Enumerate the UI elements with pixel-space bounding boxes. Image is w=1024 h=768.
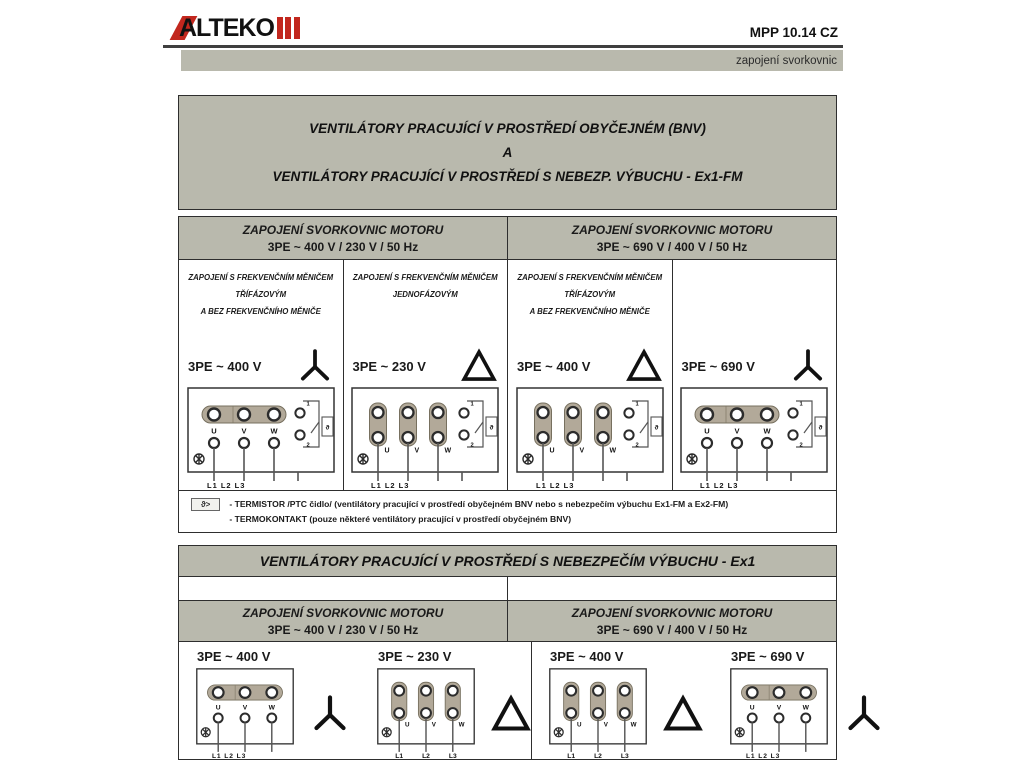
wiring-diagram bbox=[729, 647, 884, 760]
voltage-row bbox=[179, 346, 343, 386]
header-title: ZAPOJENÍ SVORKOVNIC MOTORU bbox=[571, 605, 773, 620]
svg-text:1: 1 bbox=[635, 401, 639, 408]
connection-symbol bbox=[310, 694, 350, 734]
svg-text:W: W bbox=[268, 704, 275, 712]
delta-symbol bbox=[491, 694, 531, 734]
delta-symbol bbox=[461, 348, 497, 384]
svg-text:U: U bbox=[384, 447, 390, 455]
converter-subheader bbox=[673, 260, 837, 346]
header-rule bbox=[163, 45, 843, 48]
svg-text:V: V bbox=[241, 426, 247, 436]
wiring-diagram bbox=[195, 647, 350, 760]
header-voltage: 3PE ~ 690 V / 400 V / 50 Hz bbox=[596, 622, 748, 637]
terminal-box-delta bbox=[350, 386, 500, 490]
terminal-diagram bbox=[673, 386, 837, 490]
voltage-label: 3PE ~ 690 V bbox=[731, 649, 805, 664]
ex1-header-left bbox=[179, 601, 508, 641]
svg-text:U: U bbox=[577, 721, 582, 729]
connection-symbol bbox=[461, 348, 497, 384]
svg-text:V: V bbox=[603, 721, 608, 729]
header-title: ZAPOJENÍ SVORKOVNIC MOTORU bbox=[242, 222, 444, 237]
star-symbol bbox=[297, 348, 333, 384]
voltage-row bbox=[344, 346, 508, 386]
svg-text:2: 2 bbox=[799, 442, 803, 449]
ex1-left-cell bbox=[179, 642, 532, 760]
wiring-column-4 bbox=[673, 260, 837, 490]
terminal-diagram bbox=[376, 667, 476, 760]
terminal-box-star bbox=[186, 386, 336, 490]
svg-text:U: U bbox=[405, 721, 410, 729]
svg-text:ϑ: ϑ bbox=[489, 424, 494, 432]
svg-text:W: W bbox=[458, 721, 465, 729]
svg-text:L1 L2 L3: L1 L2 L3 bbox=[535, 481, 575, 490]
note-line-1: - TERMISTOR /PTC čidlo/ (ventilátory pracující v prostředí obyčejném BNV nebo s nebezpečím výbuchu Ex1-FM a Ex2-FM) bbox=[229, 499, 729, 509]
document-code: MPP 10.14 CZ bbox=[749, 25, 838, 40]
connection-symbol bbox=[663, 694, 703, 734]
star-symbol bbox=[844, 694, 884, 734]
connection-symbol bbox=[790, 348, 826, 384]
voltage-label: 3PE ~ 230 V bbox=[378, 649, 452, 664]
header-voltage: 3PE ~ 690 V / 400 V / 50 Hz bbox=[596, 239, 748, 254]
bnv-wiring-table bbox=[178, 216, 837, 533]
svg-text:L3: L3 bbox=[448, 753, 457, 760]
converter-subheader: ZAPOJENÍ S FREKVENČNÍM MĚNIČEM TŘÍFÁZOVÝM A BEZ FREKVENČNÍHO MĚNIČE bbox=[517, 273, 663, 316]
voltage-label: 3PE ~ 400 V bbox=[550, 649, 624, 664]
spacer-row bbox=[178, 577, 837, 601]
svg-text:V: V bbox=[734, 426, 740, 436]
svg-text:ϑ: ϑ bbox=[654, 424, 659, 432]
svg-text:L1: L1 bbox=[395, 753, 404, 760]
voltage-label: 3PE ~ 400 V bbox=[197, 649, 271, 664]
svg-text:W: W bbox=[609, 447, 616, 455]
spacer-cell bbox=[178, 577, 508, 601]
note-text bbox=[229, 497, 728, 528]
bnv-table-header-row bbox=[179, 217, 836, 260]
svg-text:U: U bbox=[549, 447, 555, 455]
svg-text:L2: L2 bbox=[594, 753, 602, 760]
voltage-label: 3PE ~ 690 V bbox=[681, 358, 755, 374]
svg-text:1: 1 bbox=[470, 401, 474, 408]
delta-symbol bbox=[626, 348, 662, 384]
svg-text:V: V bbox=[776, 704, 782, 712]
svg-text:L1 L2 L3: L1 L2 L3 bbox=[371, 481, 410, 490]
logo-bars-icon bbox=[277, 17, 300, 39]
spacer-cell bbox=[508, 577, 837, 601]
star-symbol bbox=[790, 348, 826, 384]
svg-text:W: W bbox=[630, 721, 637, 729]
converter-subheader: ZAPOJENÍ S FREKVENČNÍM MĚNIČEM TŘÍFÁZOVÝM A BEZ FREKVENČNÍHO MĚNIČE bbox=[188, 273, 334, 316]
wiring-diagram bbox=[376, 647, 531, 760]
page-subtitle-bar bbox=[181, 50, 843, 71]
note-line-2: - TERMOKONTAKT (pouze některé ventilátory pracující v prostředí obyčejném BNV) bbox=[229, 514, 572, 525]
ex1-wiring-table bbox=[178, 600, 837, 760]
converter-subheader: ZAPOJENÍ S FREKVENČNÍM MĚNIČEM JEDNOFÁZOVÝM bbox=[352, 273, 498, 299]
svg-text:W: W bbox=[444, 447, 452, 455]
thermistor-note bbox=[179, 490, 836, 532]
terminal-diagram bbox=[548, 667, 648, 760]
connection-symbol bbox=[297, 348, 333, 384]
svg-text:2: 2 bbox=[635, 442, 639, 449]
svg-text:W: W bbox=[763, 426, 771, 436]
svg-text:ϑ: ϑ bbox=[325, 424, 330, 432]
connection-symbol bbox=[491, 694, 531, 734]
wiring-column-1 bbox=[179, 260, 344, 490]
svg-text:L1 L2 L3: L1 L2 L3 bbox=[211, 753, 247, 760]
bnv-table-body bbox=[179, 260, 836, 490]
voltage-row bbox=[673, 346, 837, 386]
section-bnv-title bbox=[178, 95, 837, 210]
star-symbol bbox=[310, 694, 350, 734]
header-voltage: 3PE ~ 400 V / 230 V / 50 Hz bbox=[267, 239, 419, 254]
bnv-title-line1: VENTILÁTORY PRACUJÍCÍ V PROSTŘEDÍ OBYČEJNÉM (BNV) bbox=[309, 121, 706, 136]
terminal-box-delta bbox=[548, 667, 648, 760]
svg-text:V: V bbox=[414, 447, 420, 455]
voltage-label: 3PE ~ 400 V bbox=[517, 358, 591, 374]
svg-text:ϑ: ϑ bbox=[818, 424, 823, 432]
ex1-table-header-row bbox=[179, 601, 836, 642]
section-ex1-title: VENTILÁTORY PRACUJÍCÍ V PROSTŘEDÍ S NEBEZPEČÍM VÝBUCHU - Ex1 bbox=[178, 545, 837, 577]
delta-symbol bbox=[663, 694, 703, 734]
svg-text:L1 L2 L3: L1 L2 L3 bbox=[745, 753, 781, 760]
wiring-column-2 bbox=[344, 260, 509, 490]
terminal-diagram bbox=[729, 667, 829, 760]
wiring-diagram bbox=[548, 647, 703, 760]
terminal-diagram bbox=[344, 386, 508, 490]
thermistor-symbol-box: ϑ> bbox=[191, 498, 220, 511]
voltage-row bbox=[508, 346, 672, 386]
bnv-title-line3: VENTILÁTORY PRACUJÍCÍ V PROSTŘEDÍ S NEBEZP. VÝBUCHU - Ex1-FM bbox=[272, 169, 743, 184]
terminal-box-delta bbox=[515, 386, 665, 490]
ex1-header-right bbox=[508, 601, 836, 641]
terminal-diagram bbox=[195, 667, 295, 760]
terminal-box-delta bbox=[376, 667, 476, 760]
header-voltage: 3PE ~ 400 V / 230 V / 50 Hz bbox=[267, 622, 419, 637]
terminal-diagram bbox=[179, 386, 343, 490]
bnv-title-line2: A bbox=[502, 145, 513, 160]
connection-symbol bbox=[844, 694, 884, 734]
svg-text:U: U bbox=[215, 704, 221, 712]
svg-text:U: U bbox=[211, 426, 217, 436]
bnv-header-right bbox=[508, 217, 836, 259]
svg-text:L3: L3 bbox=[620, 753, 629, 760]
logo-text: ALTEKO bbox=[179, 13, 274, 42]
ex1-right-cell bbox=[532, 642, 884, 760]
svg-text:1: 1 bbox=[306, 401, 310, 408]
header-title: ZAPOJENÍ SVORKOVNIC MOTORU bbox=[242, 605, 444, 620]
ex1-table-body bbox=[179, 642, 836, 760]
svg-text:W: W bbox=[270, 426, 278, 436]
svg-text:V: V bbox=[431, 721, 436, 729]
svg-text:W: W bbox=[802, 704, 809, 712]
svg-text:U: U bbox=[704, 426, 710, 436]
bnv-header-left bbox=[179, 217, 508, 259]
page-subtitle: zapojení svorkovnic bbox=[736, 54, 837, 67]
alteko-logo bbox=[176, 13, 300, 43]
terminal-box-star bbox=[679, 386, 829, 490]
svg-text:L1 L2 L3: L1 L2 L3 bbox=[700, 481, 739, 490]
terminal-box-star bbox=[729, 667, 829, 760]
svg-text:U: U bbox=[749, 704, 755, 712]
svg-text:2: 2 bbox=[306, 442, 310, 449]
svg-text:1: 1 bbox=[799, 401, 803, 408]
wiring-column-3 bbox=[508, 260, 673, 490]
terminal-box-star bbox=[195, 667, 295, 760]
svg-text:2: 2 bbox=[470, 442, 474, 449]
header-title: ZAPOJENÍ SVORKOVNIC MOTORU bbox=[571, 222, 773, 237]
svg-text:V: V bbox=[242, 704, 248, 712]
svg-text:V: V bbox=[579, 447, 584, 455]
terminal-diagram bbox=[508, 386, 672, 490]
voltage-label: 3PE ~ 230 V bbox=[352, 358, 426, 374]
svg-text:L1 L2 L3: L1 L2 L3 bbox=[206, 481, 246, 490]
connection-symbol bbox=[626, 348, 662, 384]
svg-text:L1: L1 bbox=[567, 753, 576, 760]
voltage-label: 3PE ~ 400 V bbox=[188, 358, 262, 374]
svg-text:L2: L2 bbox=[422, 753, 430, 760]
